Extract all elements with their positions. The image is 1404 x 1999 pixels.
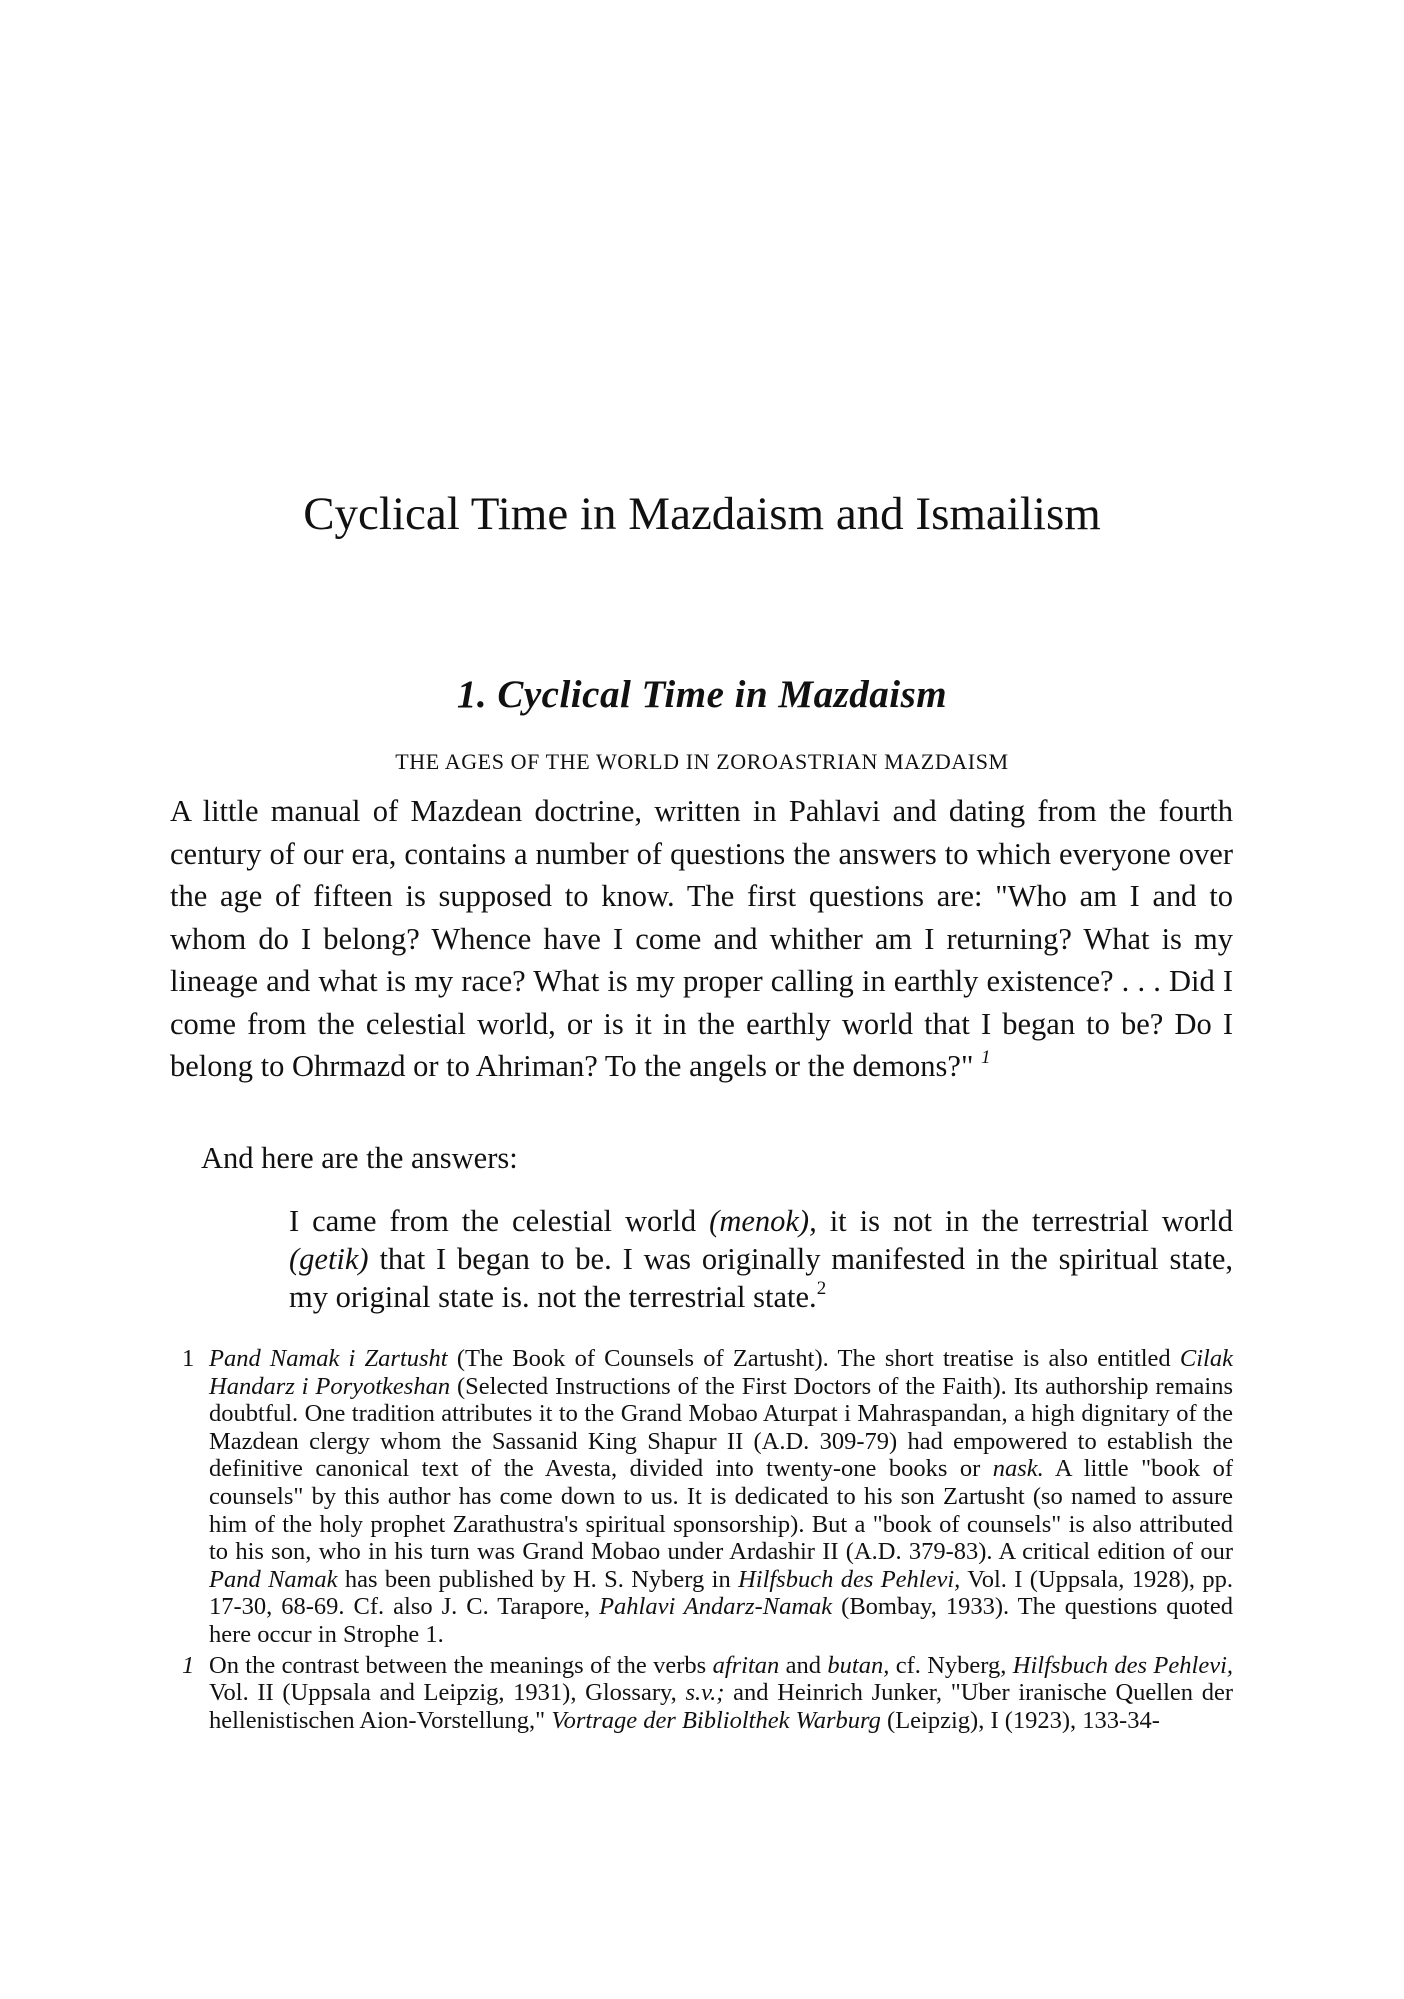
quote-text: that I began to be. I was originally manifested in the spiritual state, my original state is. not the terrestrial state. [289,1242,1233,1314]
footnote-italic: nask. [992,1455,1044,1483]
chapter-title: Cyclical Time in Mazdaism and Ismailism [303,488,1101,540]
footnote-text: (Leipzig), I (1923), 133-34- [880,1706,1160,1734]
footnote-text: Vol. II (Uppsala and Leipzig, 1931), Glossary, [209,1679,686,1707]
section-title: 1. Cyclical Time in Mazdaism [456,673,948,716]
body-paragraph-2: And here are the answers: [201,1141,518,1175]
footnote-italic: Pand Namak [209,1565,338,1593]
footnote-italic: Hilfsbuch des Pehlevi, [738,1565,961,1593]
quote-term-getik: (getik) [289,1242,369,1276]
footnote-text: and Heinrich Junker, "Uber iranische Quellen der hellenistischen Aion-Vorstellung," [209,1679,1233,1734]
footnote-text: (The Book of Counsels of Zartusht). The short treatise is also entitled [447,1345,1180,1372]
footnote-2 [182,1652,1233,1735]
section-subheading: THE AGES OF THE WORLD IN ZOROASTRIAN MAZDAISM [395,749,1009,774]
footnote-italic: Hilfsbuch des Pehlevi, [1012,1651,1234,1679]
footnote-text: cf. Nyberg, [889,1651,1013,1679]
footnote-italic: Vortrage der Bibliolthek Warburg [551,1706,881,1734]
footnote-text: On the contrast between the meanings of the verbs [209,1651,713,1679]
footnote-1 [182,1345,1233,1649]
footnote-text: and [779,1651,828,1679]
footnote-italic: Pahlavi Andarz-Namak [599,1593,833,1621]
paragraph-text: A little manual of Mazdean doctrine, written in Pahlavi and dating from the fourth century of our era, contains a number of questions the answers to which everyone over the age of fifteen is supposed to know. The first questions are: "Who am I and to whom do I belong? Whence have I come and whither am I returning? What is my lineage and what is my race? What is my proper calling in earthly existence? . . . Did I come from the celestial world, or is it in the earthly world that I began to be? Do I belong to Ohrmazd or to Ahriman? To the angels or the demons?" [170,794,1233,1083]
footnote-text: (Bombay, 1933). The questions quoted here occur in Strophe 1. [209,1593,1233,1648]
footnote-text: A little "book of counsels" by this author has come down to us. It is dedicated to his son Zartusht (so named to assure him of the holy prophet Zarathustra's spiritual sponsorship). But a "book of counsels" is also attributed to his son, who in his turn was Grand Mobao under Ardashir II (A.D. 379-83). A critical edition of our [209,1455,1233,1566]
footnote-italic: s.v.; [685,1679,725,1707]
footnote-text: (Selected Instructions of the First Doctors of the Faith). Its authorship remains doubtful. One tradition attributes it to the Grand Mobao Aturpat i Mahraspandan, a high dignitary of the Mazdean clergy whom the Sassanid King Shapur II (A.D. 309-79) had empowered to establish the definitive canonical text of the Avesta, divided into twenty-one books or [209,1372,1233,1483]
body-paragraph-1 [170,790,1233,1088]
footnote-marker: 1 [182,1651,195,1679]
footnote-italic: Cilak Handarz i Poryotkeshan [209,1345,1233,1400]
footnote-text: has been published by H. S. Nyberg in [337,1565,739,1593]
footnote-reference: 2 [816,1278,827,1299]
footnote-reference: 1 [981,1047,991,1068]
quote-text: it is not in the terrestrial world [816,1204,1233,1238]
footnote-italic: afritan [712,1651,780,1679]
footnote-marker: 1 [182,1345,195,1372]
footnote-italic: Pand Namak i Zartusht [209,1345,448,1372]
quote-text: I came from the celestial world [289,1204,710,1238]
quote-term-menok: (menok), [709,1204,817,1238]
footnotes [182,1345,1233,1737]
footnote-italic: butan, [827,1651,890,1679]
block-quote [289,1202,1233,1316]
footnote-text: Vol. I (Uppsala, 1928), pp. 17-30, 68-69. Cf. also J. C. Tarapore, [209,1565,1233,1621]
